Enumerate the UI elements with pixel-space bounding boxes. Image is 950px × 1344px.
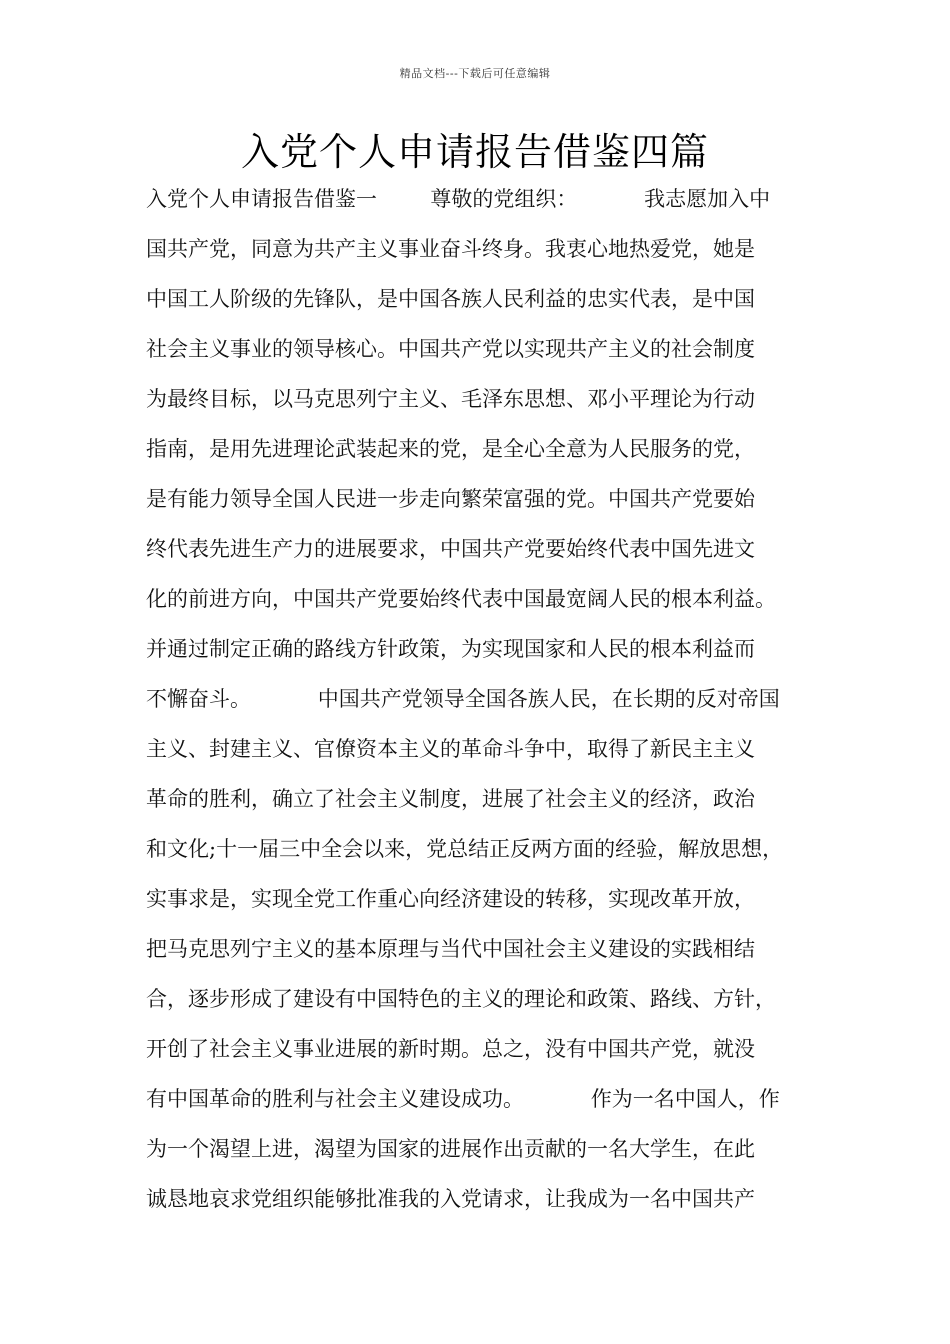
body-line: 中国工人阶级的先锋队，是中国各族人民利益的忠实代表，是中国: [146, 287, 755, 311]
body-line: 诚恳地哀求党组织能够批准我的入党请求，让我成为一名中国共产: [146, 1187, 755, 1211]
body-line: 实事求是，实现全党工作重心向经济建设的转移，实现改革开放，: [146, 887, 755, 911]
body-line: 合，逐步形成了建设有中国特色的主义的理论和政策、路线、方针，: [146, 987, 776, 1011]
body-line: 指南，是用先进理论武装起来的党，是全心全意为人民服务的党，: [146, 437, 755, 461]
document-body: [146, 174, 826, 1224]
body-line: 是有能力领导全国人民进一步走向繁荣富强的党。中国共产党要始: [146, 487, 755, 511]
body-line: 入党个人申请报告借鉴一 尊敬的党组织： 我志愿加入中: [146, 187, 771, 211]
page-header-note: 精品文档---下载后可任意编辑: [399, 67, 551, 80]
body-line: 不懈奋斗。 中国共产党领导全国各族人民，在长期的反对帝国: [146, 687, 780, 711]
body-line: 和文化;十一届三中全会以来，党总结正反两方面的经验，解放思想，: [146, 837, 784, 861]
body-line: 化的前进方向，中国共产党要始终代表中国最宽阔人民的根本利益。: [146, 587, 776, 611]
body-line: 为最终目标，以马克思列宁主义、毛泽东思想、邓小平理论为行动: [146, 387, 755, 411]
body-line: 为一个渴望上进，渴望为国家的进展作出贡献的一名大学生，在此: [146, 1137, 755, 1161]
body-line: 国共产党，同意为共产主义事业奋斗终身。我衷心地热爱党，她是: [146, 237, 755, 261]
body-line: 主义、封建主义、官僚资本主义的革命斗争中，取得了新民主主义: [146, 737, 755, 761]
body-line: 并通过制定正确的路线方针政策，为实现国家和人民的根本利益而: [146, 637, 755, 661]
body-line: 开创了社会主义事业进展的新时期。总之，没有中国共产党，就没: [146, 1037, 755, 1061]
body-line: 革命的胜利，确立了社会主义制度，进展了社会主义的经济，政治: [146, 787, 755, 811]
body-line: 把马克思列宁主义的基本原理与当代中国社会主义建设的实践相结: [146, 937, 755, 961]
body-line: 终代表先进生产力的进展要求，中国共产党要始终代表中国先进文: [146, 537, 755, 561]
document-title: 入党个人申请报告借鉴四篇: [240, 130, 709, 174]
body-line: 有中国革命的胜利与社会主义建设成功。 作为一名中国人，作: [146, 1087, 780, 1111]
body-line: 社会主义事业的领导核心。中国共产党以实现共产主义的社会制度: [146, 337, 755, 361]
